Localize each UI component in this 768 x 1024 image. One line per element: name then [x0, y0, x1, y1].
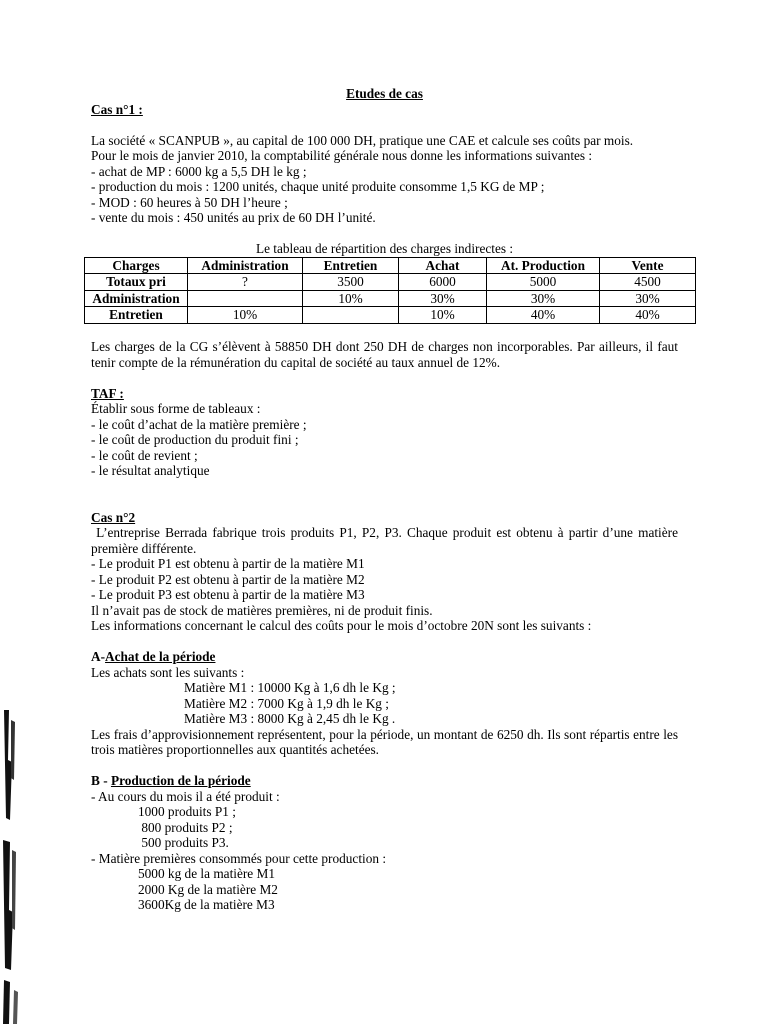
- table-cell: 40%: [600, 307, 696, 324]
- table-row: [85, 307, 696, 324]
- table-cell: 30%: [600, 290, 696, 307]
- table-cell: 10%: [188, 307, 303, 324]
- table-cell: ?: [188, 274, 303, 291]
- material-item: 2000 Kg de la matière M2: [138, 881, 278, 897]
- taf-item: - le résultat analytique: [91, 463, 210, 478]
- table-row: [85, 290, 696, 307]
- material-item: 5000 kg de la matière M1: [138, 866, 275, 881]
- cas2-heading: Cas n°2: [91, 509, 136, 525]
- table-caption: Le tableau de répartition des charges indirectes :: [255, 241, 514, 256]
- section-a-intro: Les achats sont les suivants :: [91, 664, 245, 680]
- cas2-intro: L’entreprise Berrada fabrique trois produits P1, P2, P3. Chaque produit est obtenu à partir d’une matière première différente.: [91, 525, 682, 556]
- page-title: Etudes de cas: [346, 86, 423, 101]
- material-item: 3600Kg de la matière M3: [138, 897, 275, 912]
- section-b-materials-intro: - Matière premières consommés pour cette production :: [91, 850, 387, 866]
- cas2-line: - Le produit P1 est obtenu à partir de la matière M1: [91, 556, 365, 571]
- table-row-head: Entretien: [85, 307, 188, 324]
- scan-binding-shadow: [0, 700, 22, 1024]
- table-cell: 4500: [600, 274, 696, 291]
- table-cell: [188, 290, 303, 307]
- taf-item: - le coût d’achat de la matière première ;: [91, 416, 307, 432]
- purchase-item: Matière M3 : 8000 Kg à 2,45 dh le Kg .: [184, 711, 396, 726]
- section-a-heading: [91, 649, 678, 665]
- table-cell: 3500: [303, 274, 399, 291]
- table-header-cell: Administration: [188, 257, 303, 274]
- taf-item: - le coût de production du produit fini ;: [91, 432, 299, 447]
- production-item: 1000 produits P1 ;: [138, 804, 236, 819]
- table-cell: 30%: [399, 290, 487, 307]
- cas1-charges-paragraph: Les charges de la CG s’élèvent à 58850 DH dont 250 DH de charges non incorporables. Par ailleurs, il faut tenir compte de la rémunération du capital de société au taux annuel de 12%.: [91, 339, 678, 370]
- cas1-intro-line: - MOD : 60 heures à 50 DH l’heure ;: [91, 194, 288, 210]
- purchase-item: Matière M1 : 10000 Kg à 1,6 dh le Kg ;: [184, 680, 396, 695]
- section-b-prefix: B -: [91, 773, 111, 788]
- table-header-cell: Entretien: [303, 257, 399, 274]
- table-header-cell: Charges: [85, 257, 188, 274]
- taf-item: Établir sous forme de tableaux :: [91, 401, 261, 416]
- table-row: [85, 274, 696, 291]
- section-b-intro: - Au cours du mois il a été produit :: [91, 788, 280, 804]
- section-a-note: Les frais d’approvisionnement représentent, pour la période, un montant de 6250 dh. Ils sont répartis entre les trois matières proportionnelles aux quantités achetées.: [91, 726, 678, 757]
- charges-table: [84, 257, 696, 324]
- table-header-cell: At. Production: [487, 257, 600, 274]
- document-page: [91, 86, 682, 913]
- cas1-intro-line: Pour le mois de janvier 2010, la comptabilité générale nous donne les informations suivantes :: [91, 148, 593, 163]
- table-cell: 6000: [399, 274, 487, 291]
- cas1-intro-line: - vente du mois : 450 unités au prix de 60 DH l’unité.: [91, 210, 376, 225]
- cas2-line: Il n’avait pas de stock de matières premières, ni de produit finis.: [91, 602, 433, 618]
- table-header-cell: Achat: [399, 257, 487, 274]
- table-cell: 40%: [487, 307, 600, 324]
- table-header-row: [85, 257, 696, 274]
- production-item: 800 produits P2 ;: [138, 819, 233, 835]
- cas2-line: - Le produit P2 est obtenu à partir de la matière M2: [91, 571, 365, 587]
- cas1-intro-line: La société « SCANPUB », au capital de 100 000 DH, pratique une CAE et calcule ses coûts par mois.: [91, 132, 634, 148]
- table-cell: 5000: [487, 274, 600, 291]
- table-cell: 10%: [303, 290, 399, 307]
- section-a-title: Achat de la période: [105, 649, 216, 664]
- taf-item: - le coût de revient ;: [91, 447, 198, 463]
- section-b-title: Production de la période: [110, 773, 251, 788]
- table-header-cell: Vente: [600, 257, 696, 274]
- purchase-item: Matière M2 : 7000 Kg à 1,9 dh le Kg ;: [184, 695, 389, 711]
- taf-heading: TAF :: [91, 385, 124, 401]
- cas1-intro-line: - achat de MP : 6000 kg a 5,5 DH le kg ;: [91, 163, 307, 179]
- section-b-heading: [91, 773, 678, 789]
- cas2-line: - Le produit P3 est obtenu à partir de la matière M3: [91, 587, 365, 602]
- table-row-head: Totaux pri: [85, 274, 188, 291]
- cas1-intro-line: - production du mois : 1200 unités, chaque unité produite consomme 1,5 KG de MP ;: [91, 179, 545, 194]
- table-cell: 10%: [399, 307, 487, 324]
- production-item: 500 produits P3.: [138, 835, 229, 850]
- table-row-head: Administration: [85, 290, 188, 307]
- table-cell: 30%: [487, 290, 600, 307]
- table-cell: [303, 307, 399, 324]
- cas2-line: Les informations concernant le calcul des coûts pour le mois d’octobre 20N sont les suivants :: [91, 618, 592, 633]
- cas1-heading: Cas n°1 :: [91, 101, 143, 117]
- section-a-prefix: A-: [91, 649, 106, 664]
